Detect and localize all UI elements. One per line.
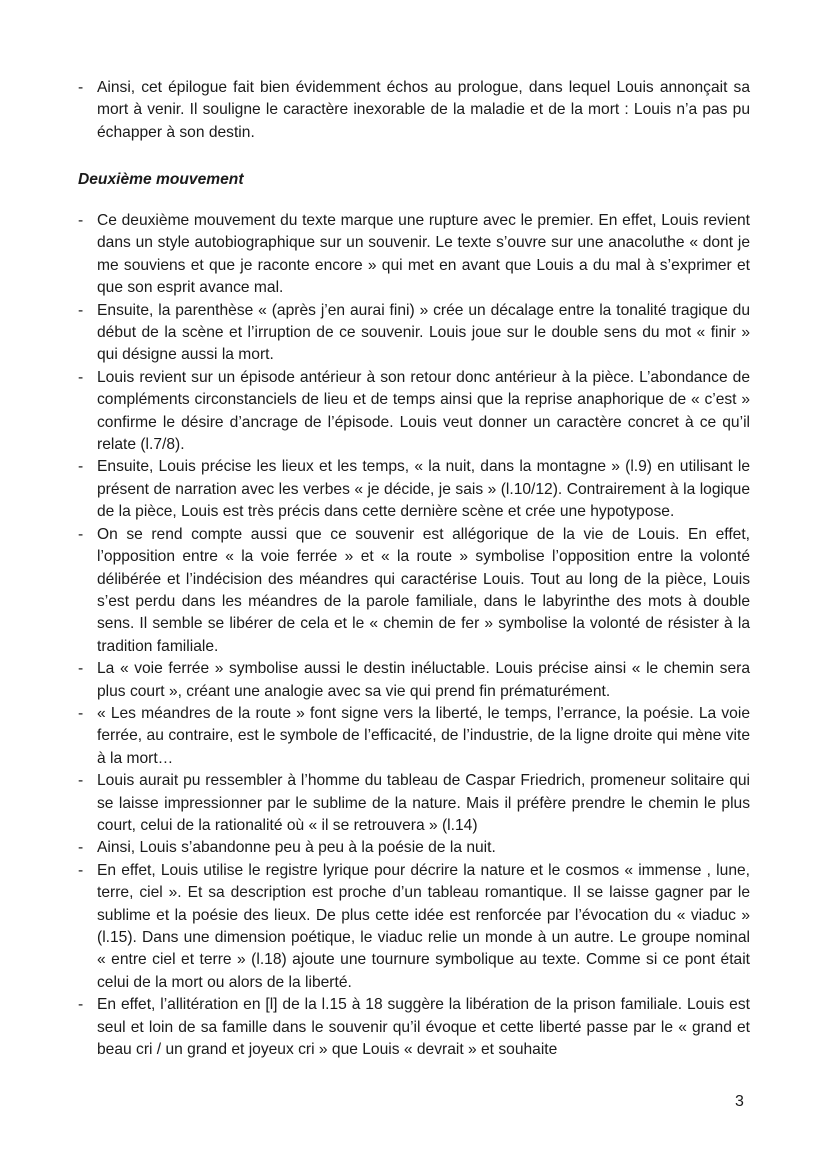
section-heading: Deuxième mouvement [78, 171, 244, 188]
list-item [78, 703, 750, 770]
bullet-dash: - [78, 660, 84, 678]
paragraph-text: Ensuite, Louis précise les lieux et les temps, « la nuit, dans la montagne » (l.9) en utilisant le présent de narration avec les verbes « je décide, je sais » (l.10/12). Contrairement à la logique de la pièce, Louis est très précis dans cette dernière scène et crée une hypotypose. [97, 458, 750, 521]
paragraph-text: Ainsi, Louis s’abandonne peu à peu à la poésie de la nuit. [97, 839, 496, 857]
paragraph-text: On se rend compte aussi que ce souvenir est allégorique de la vie de Louis. En effet, l’opposition entre « la voie ferrée » et « la route » symbolise l’opposition entre la volonté délibérée et l’indécision des méandres qui caractérise Louis. Tout au long de la pièce, Louis s’est perdu dans les méandres de la parole familiale, dans le labyrinthe des mots à double sens. Il semble se libérer de cela et le « chemin de fer » symbolise la volonté de résister à la tradition familiale. [97, 525, 750, 655]
bullet-dash: - [78, 996, 84, 1014]
paragraph-text: Louis aurait pu ressembler à l’homme du tableau de Caspar Friedrich, promeneur solitaire qui se laisse impressionner par le sublime de la nature. Mais il préfère prendre le chemin le plus court, celui de la rationalité où « il se retrouvera » (l.14) [97, 772, 750, 834]
intro-bullet-list [78, 77, 750, 144]
list-item [78, 994, 750, 1061]
paragraph-text: La « voie ferrée » symbolise aussi le destin inéluctable. Louis précise ainsi « le chemin sera plus court », créant une analogie avec sa vie qui prend fin prématurément. [97, 660, 750, 700]
list-item [78, 210, 750, 300]
bullet-dash: - [78, 839, 84, 857]
paragraph-text: Ainsi, cet épilogue fait bien évidemment échos au prologue, dans lequel Louis annonçait sa mort à venir. Il souligne le caractère inexorable de la maladie et de la mort : Louis n’a pas pu échapper à son destin. [97, 79, 750, 141]
bullet-dash: - [78, 772, 84, 790]
bullet-dash: - [78, 368, 84, 386]
bullet-dash: - [78, 704, 84, 722]
paragraph-text: Ensuite, la parenthèse « (après j’en aurai fini) » crée un décalage entre la tonalité tragique du début de la scène et l’irruption de ce souvenir. Louis joue sur le double sens du mot « finir » qui désigne aussi la mort. [97, 301, 750, 364]
list-item [78, 77, 750, 144]
list-item [78, 770, 750, 837]
bullet-list [78, 210, 750, 1061]
bullet-dash: - [78, 458, 84, 476]
list-item [78, 658, 750, 703]
bullet-dash: - [78, 861, 84, 879]
paragraph-text: Louis revient sur un épisode antérieur à son retour donc antérieur à la pièce. L’abondance de compléments circonstanciels de lieu et de temps ainsi que la reprise anaphorique de « c’est » confirme le désire d’ancrage de l’épisode. Louis veut donner un caractère concret à ce qu’il relate (l.7/8). [97, 368, 750, 454]
list-item [78, 367, 750, 457]
bullet-dash: - [78, 79, 84, 96]
list-item [78, 860, 750, 994]
paragraph-text: En effet, Louis utilise le registre lyrique pour décrire la nature et le cosmos « immense , lune, terre, ciel ». Et sa description est proche d’un tableau romantique. Il se laisse gagner par le sublime et la poésie des lieux. De plus cette idée est renforcée par l’évocation du « viaduc » (l.15). Dans une dimension poétique, le viaduc relie un monde à un autre. Le groupe nominal « entre ciel et terre » (l.18) ajoute une tournure symbolique au texte. Comme si ce pont était celui de la mort ou alors de la liberté. [97, 861, 750, 991]
list-item [78, 456, 750, 523]
bullet-dash: - [78, 301, 84, 319]
list-item [78, 524, 750, 658]
paragraph-text: Ce deuxième mouvement du texte marque une rupture avec le premier. En effet, Louis revient dans un style autobiographique sur un souvenir. Le texte s’ouvre sur une anacoluthe « dont je me souviens et que je raconte encore » qui met en avant que Louis a du mal à s’exprimer et que son esprit avance mal. [97, 212, 750, 297]
bullet-dash: - [78, 525, 84, 543]
page-number: 3 [735, 1093, 744, 1110]
bullet-dash: - [78, 212, 84, 229]
paragraph-text: « Les méandres de la route » font signe vers la liberté, le temps, l’errance, la poésie. La voie ferrée, au contraire, est le symbole de l’efficacité, de l’industrie, de la ligne droite qui mène vite à la mort… [97, 704, 750, 767]
list-item [78, 837, 750, 859]
list-item [78, 300, 750, 367]
paragraph-text: En effet, l’allitération en [l] de la l.15 à 18 suggère la libération de la prison familiale. Louis est seul et loin de sa famille dans le souvenir qu’il évoque et cette liberté passe par le « grand et beau cri / un grand et joyeux cri » que Louis « devrait » et souhaite [97, 996, 750, 1059]
